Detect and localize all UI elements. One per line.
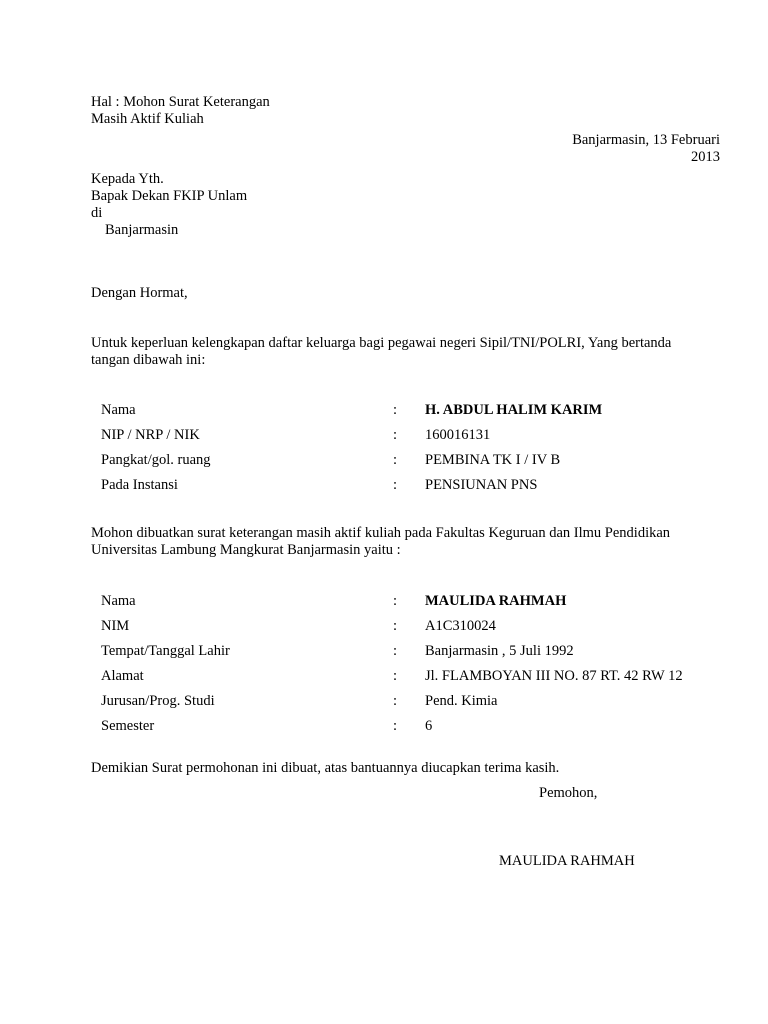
parent-agency-value: PENSIUNAN PNS <box>425 477 538 493</box>
student-nim-value: A1C310024 <box>425 618 496 634</box>
table-row <box>101 643 721 668</box>
student-semester-value: 6 <box>425 718 433 734</box>
parent-rank-value: PEMBINA TK I / IV B <box>425 452 561 468</box>
recipient-line-4: Banjarmasin <box>105 222 179 238</box>
table-row <box>101 477 721 502</box>
greeting: Dengan Hormat, <box>91 285 188 301</box>
separator-colon: : <box>393 668 398 684</box>
parent-rank-label: Pangkat/gol. ruang <box>101 452 211 468</box>
parent-info-table <box>101 402 721 502</box>
intro-paragraph: Untuk keperluan kelengkapan daftar keluarga bagi pegawai negeri Sipil/TNI/POLRI, Yang bertanda tangan dibawah ini: <box>91 335 672 368</box>
subject-line-2: Masih Aktif Kuliah <box>91 111 204 127</box>
table-row <box>101 593 721 618</box>
table-row <box>101 427 721 452</box>
table-row <box>101 452 721 477</box>
parent-agency-label: Pada Instansi <box>101 477 178 493</box>
table-row <box>101 402 721 427</box>
parent-name-label: Nama <box>101 402 136 418</box>
subject-block <box>91 94 270 128</box>
request-paragraph: Mohon dibuatkan surat keterangan masih aktif kuliah pada Fakultas Keguruan dan Ilmu Pendidikan Universitas Lambung Mangkurat Banjarmasin yaitu : <box>91 525 671 558</box>
separator-colon: : <box>393 693 398 709</box>
signature-name: MAULIDA RAHMAH <box>499 853 635 869</box>
parent-name-value: H. ABDUL HALIM KARIM <box>425 402 603 418</box>
student-birth-value: Banjarmasin , 5 Juli 1992 <box>425 643 574 659</box>
closing-paragraph: Demikian Surat permohonan ini dibuat, atas bantuannya diucapkan terima kasih. <box>91 760 560 776</box>
table-row <box>101 693 721 718</box>
separator-colon: : <box>393 718 398 734</box>
recipient-block <box>91 171 247 239</box>
separator-colon: : <box>393 618 398 634</box>
parent-nip-label: NIP / NRP / NIK <box>101 427 200 443</box>
student-semester-label: Semester <box>101 718 155 734</box>
separator-colon: : <box>393 402 398 418</box>
student-name-value: MAULIDA RAHMAH <box>425 593 567 609</box>
subject-line-1: Hal : Mohon Surat Keterangan <box>91 94 270 110</box>
recipient-line-3: di <box>91 205 103 221</box>
student-address-value: Jl. FLAMBOYAN III NO. 87 RT. 42 RW 12 <box>425 668 683 684</box>
separator-colon: : <box>393 427 398 443</box>
recipient-line-1: Kepada Yth. <box>91 171 164 187</box>
signature-title: Pemohon, <box>539 785 598 801</box>
student-nim-label: NIM <box>101 618 130 634</box>
place-date-line-2: 2013 <box>691 149 720 165</box>
separator-colon: : <box>393 477 398 493</box>
recipient-line-2: Bapak Dekan FKIP Unlam <box>91 188 248 204</box>
place-date-line-1: Banjarmasin, 13 Februari <box>572 132 720 148</box>
parent-nip-value: 160016131 <box>425 427 491 443</box>
place-date-block <box>572 132 720 166</box>
student-major-label: Jurusan/Prog. Studi <box>101 693 215 709</box>
student-address-label: Alamat <box>101 668 144 684</box>
student-info-table <box>101 593 721 743</box>
student-birth-label: Tempat/Tanggal Lahir <box>101 643 230 659</box>
student-name-label: Nama <box>101 593 136 609</box>
separator-colon: : <box>393 593 398 609</box>
separator-colon: : <box>393 643 398 659</box>
student-major-value: Pend. Kimia <box>425 693 498 709</box>
separator-colon: : <box>393 452 398 468</box>
table-row <box>101 668 721 693</box>
table-row <box>101 618 721 643</box>
table-row <box>101 718 721 743</box>
